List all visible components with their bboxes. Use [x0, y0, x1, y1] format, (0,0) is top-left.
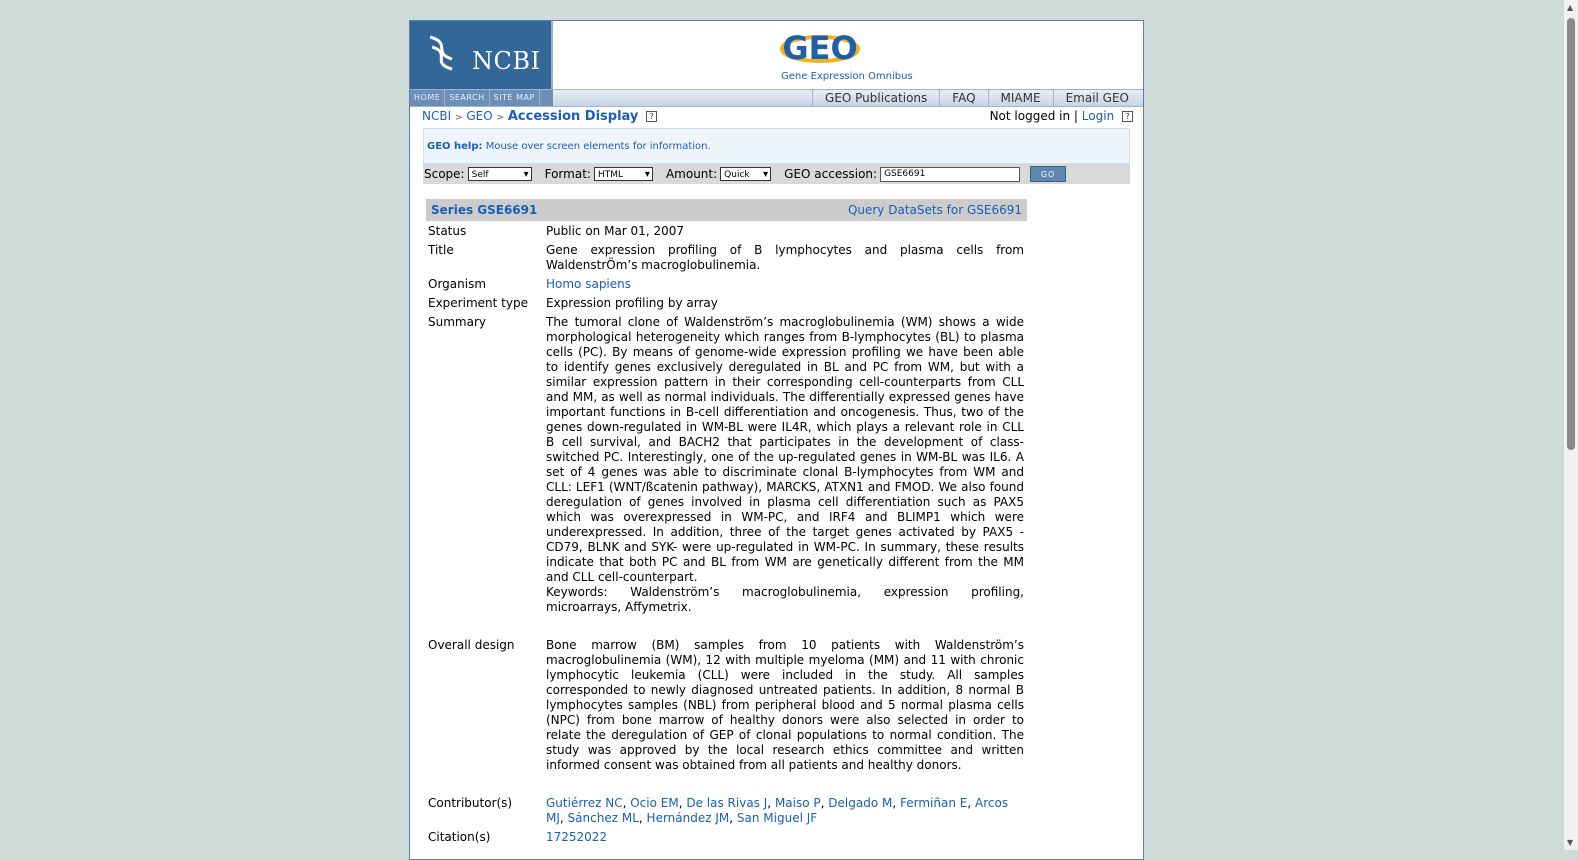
contributor-link[interactable]: Arcos MJ — [546, 796, 1009, 825]
geo-logo-text: GEO — [782, 29, 858, 67]
contributor-separator: , — [622, 796, 627, 810]
amount-label: Amount: — [665, 167, 718, 181]
amount-value: Quick — [724, 170, 750, 180]
experiment-type-key: Experiment type — [428, 296, 528, 310]
geo-subtitle: Gene Expression Omnibus — [781, 71, 913, 82]
nav-home[interactable]: HOME — [410, 90, 445, 106]
contributor-separator: , — [767, 796, 772, 810]
help-box-title: GEO help: — [427, 141, 483, 152]
scope-select[interactable] — [468, 167, 532, 181]
status-value: Public on Mar 01, 2007 — [546, 224, 684, 238]
accession-form — [423, 164, 1130, 184]
query-datasets-link[interactable]: Query DataSets for GSE6691 — [847, 203, 1022, 217]
contributor-link[interactable]: Delgado M — [828, 796, 893, 810]
nav-email-geo[interactable]: Email GEO — [1053, 90, 1141, 106]
overall-design-value: Bone marrow (BM) samples from 10 patients with Waldenström’s macroglobulinemia (WM), 12 with multiple myeloma (MM) and 11 with chronic lymphocytic leukemia (CLL) were included in the study. All samples corresponded to newly diagnosed untreated patients. In addition, 8 normal B lymphocytes samples (NBL) from peripheral blood and 5 normal plasma cells (NPC) from bone marrow of healthy donors were also selected in order to relate the deregulation of GEP of clonal populations to normal condition. The study was approved by the local research ethics committee and written informed consent was obtained from all patients and healthy donors. — [546, 638, 1024, 772]
accession-label: GEO accession: — [784, 167, 878, 181]
geo-logo — [780, 27, 860, 71]
keywords-text: Keywords: Waldenström’s macroglobulinemia, expression profiling, microarrays, Affymetrix. — [546, 585, 1024, 614]
nav-bar — [410, 89, 1143, 107]
breadcrumb-current: Accession Display — [507, 109, 639, 124]
contributor-link[interactable]: Sánchez ML — [567, 811, 639, 825]
contributor-separator: , — [892, 796, 897, 810]
dna-helix-icon — [422, 33, 462, 73]
summary-key: Summary — [428, 315, 486, 329]
contributor-link[interactable]: San Miguel JF — [736, 811, 818, 825]
help-icon[interactable]: ? — [646, 111, 657, 122]
title-value: Gene expression profiling of B lymphocytes and plasma cells from WaldenstrÖm’s macroglobulinemia. — [546, 243, 1024, 272]
series-header — [426, 199, 1027, 221]
page-scrollbar[interactable] — [1564, 0, 1578, 850]
row-overall-design — [428, 638, 1026, 773]
title-key: Title — [428, 243, 454, 257]
scroll-up-icon[interactable]: ▲ — [1567, 3, 1574, 12]
nav-site-map[interactable]: SITE MAP — [490, 90, 540, 106]
breadcrumb-separator: > — [496, 113, 505, 123]
format-label: Format: — [544, 167, 591, 181]
row-title — [428, 243, 1026, 273]
citations-key: Citation(s) — [428, 830, 491, 844]
contributor-separator: , — [678, 796, 683, 810]
ncbi-nav — [410, 90, 553, 106]
contributor-link[interactable]: Hernández JM — [646, 811, 730, 825]
help-box — [423, 128, 1130, 164]
login-area — [990, 109, 1133, 123]
row-summary — [428, 315, 1026, 615]
nav-search[interactable]: SEARCH — [445, 90, 489, 106]
overall-design-key: Overall design — [428, 638, 515, 652]
series-title: Series GSE6691 — [431, 203, 538, 217]
contributor-separator: , — [967, 796, 972, 810]
contributor-separator: , — [729, 811, 734, 825]
login-divider: | — [1073, 109, 1078, 123]
help-icon[interactable]: ? — [1122, 111, 1133, 122]
citation-link[interactable]: 17252022 — [546, 830, 608, 844]
format-select[interactable] — [594, 167, 653, 181]
contributor-link[interactable]: Maiso P — [774, 796, 821, 810]
login-status: Not logged in — [989, 109, 1071, 123]
nav-faq[interactable]: FAQ — [939, 90, 987, 106]
nav-geo-publications[interactable]: GEO Publications — [812, 90, 939, 106]
nav-miame[interactable]: MIAME — [988, 90, 1053, 106]
summary-text: The tumoral clone of Waldenström’s macroglobulinemia (WM) shows a wide morphological heterogeneity which ranges from B-lymphocytes (BL) to plasma cells (PC). By means of genome-wide expression profiling we have been able to identify genes exclusively deregulated in BL and PC from WM, but with a similar expression pattern in their corresponding cell-counterparts from CLL and MM, as well as normal individuals. The differentially expressed genes have important functions in B-cell differentiation and oncogenesis. Thus, two of the genes down-regulated in WM-BL were IL4R, which plays a relevant role in CLL B cell survival, and BACH2 that participates in the development of class-switched PC. Interestingly, one of the up-regulated genes in WM-BL was IL6. A set of 4 genes was able to discriminate clonal B-lymphocytes from WM and CLL: LEF1 (WNT/ßcatenin pathway), MARCKS, ATXN1 and FMOD. We also found deregulation of genes involved in plasma cell differentiation such as PAX5 which was overexpressed in WM-PC, and IRF4 and BLIMP1 which were underexpressed. In addition, three of the target genes activated by PAX5 -CD79, BLNK and SYK- were up-regulated in WM-PC. In summary, these results indicate that both PC and BL from WM are genetically different from the MM and CLL cell-counterpart. — [546, 315, 1024, 584]
summary-value — [546, 315, 1024, 615]
ncbi-logo[interactable] — [410, 21, 553, 89]
row-citations — [428, 830, 1026, 845]
format-value: HTML — [597, 170, 623, 180]
go-button[interactable]: GO — [1030, 166, 1066, 182]
header — [410, 21, 1143, 89]
contributor-separator: , — [820, 796, 825, 810]
contributors-key: Contributor(s) — [428, 796, 513, 810]
contributor-link[interactable]: Gutiérrez NC — [546, 796, 623, 810]
contributor-separator: , — [559, 811, 564, 825]
help-box-text: Mouse over screen elements for information. — [485, 141, 711, 152]
amount-select[interactable] — [720, 167, 771, 181]
breadcrumb-ncbi[interactable]: NCBI — [422, 109, 452, 123]
scope-label: Scope: — [424, 167, 465, 181]
contributors-value — [546, 796, 1024, 826]
row-experiment-type — [428, 296, 1026, 311]
page-container — [409, 20, 1144, 860]
row-status — [428, 224, 1026, 239]
contributor-link[interactable]: Fermiñan E — [900, 796, 968, 810]
contributor-link[interactable]: De las Rivas J — [686, 796, 768, 810]
organism-key: Organism — [428, 277, 487, 291]
organism-link[interactable]: Homo sapiens — [546, 277, 632, 291]
contributor-link[interactable]: Ocio EM — [630, 796, 679, 810]
scope-value: Self — [471, 170, 489, 180]
breadcrumb-separator: > — [454, 113, 463, 123]
series-details — [428, 224, 1026, 845]
row-organism — [428, 277, 1026, 292]
scrollbar-thumb[interactable] — [1567, 18, 1575, 450]
breadcrumb — [422, 109, 657, 124]
contributor-separator: , — [638, 811, 643, 825]
breadcrumb-geo[interactable]: GEO — [466, 109, 493, 123]
login-link[interactable]: Login — [1081, 109, 1115, 123]
geo-nav — [812, 90, 1141, 106]
experiment-type-value: Expression profiling by array — [546, 296, 718, 310]
status-key: Status — [428, 224, 467, 238]
ncbi-logo-text: NCBI — [472, 47, 541, 75]
row-contributors — [428, 796, 1026, 826]
accession-input[interactable]: GSE6691 — [880, 167, 1020, 182]
scroll-down-icon[interactable]: ▼ — [1567, 838, 1574, 847]
